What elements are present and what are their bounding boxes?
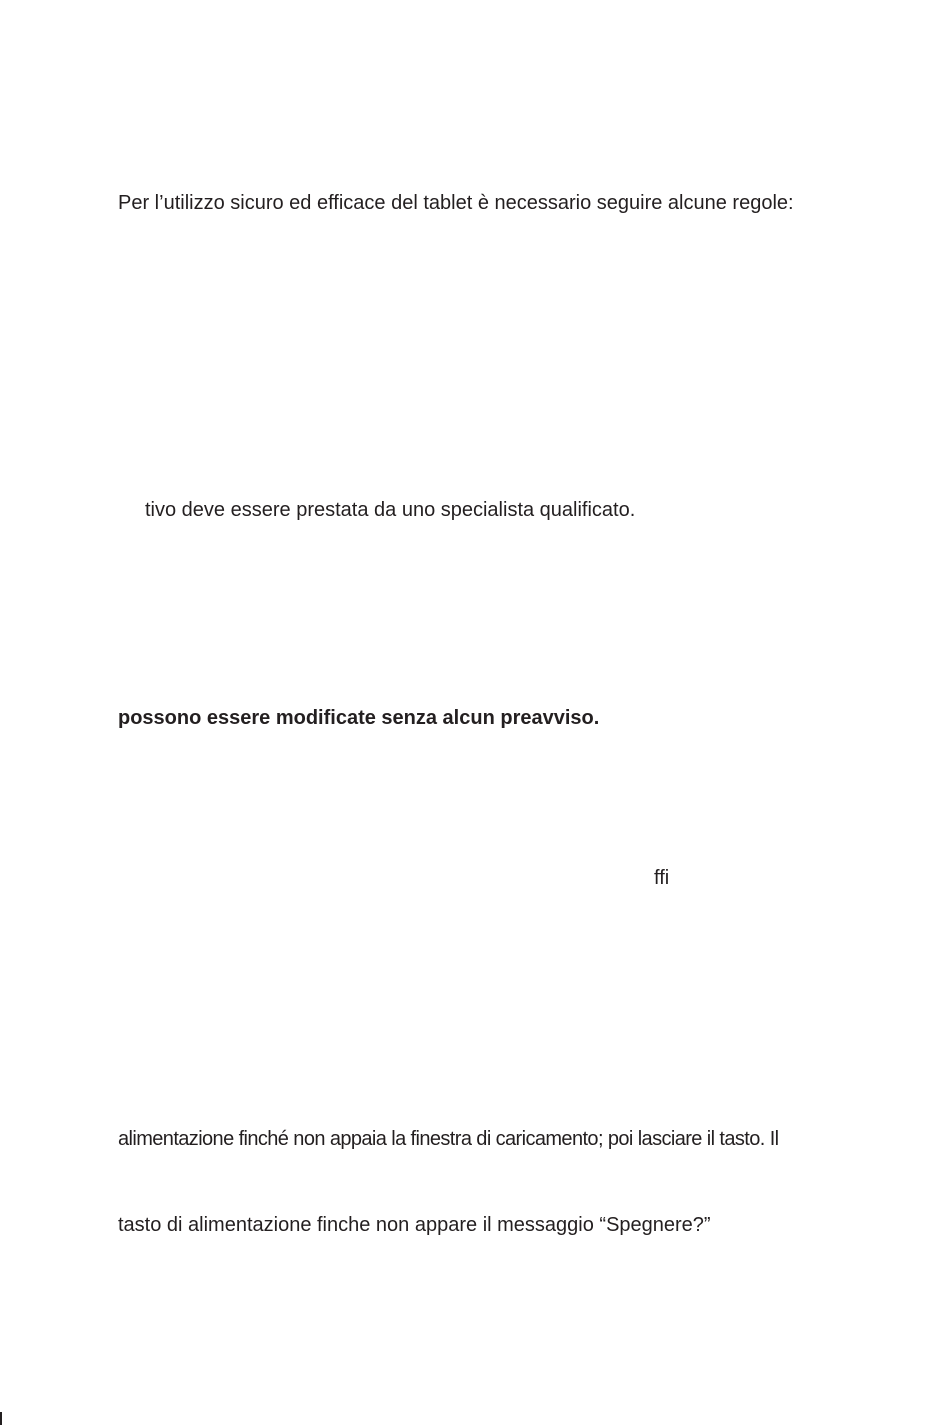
page-edge-mark — [0, 1412, 2, 1425]
ligature-fragment-text: ffi — [654, 867, 670, 889]
specs-notice-text: possono essere modificate senza alcun preavviso. — [118, 707, 600, 729]
power-on-instruction-text: alimentazione finché non appaia la finestra di caricamento; poi lasciare il tasto. Il — [118, 1128, 779, 1150]
intro-rules-text: Per l’utilizzo sicuro ed efficace del tablet è necessario seguire alcune regole: — [118, 192, 794, 214]
service-note-text: tivo deve essere prestata da uno specialista qualificato. — [145, 499, 636, 521]
power-off-instruction-text: tasto di alimentazione finche non appare il messaggio “Spegnere?” — [118, 1214, 711, 1236]
